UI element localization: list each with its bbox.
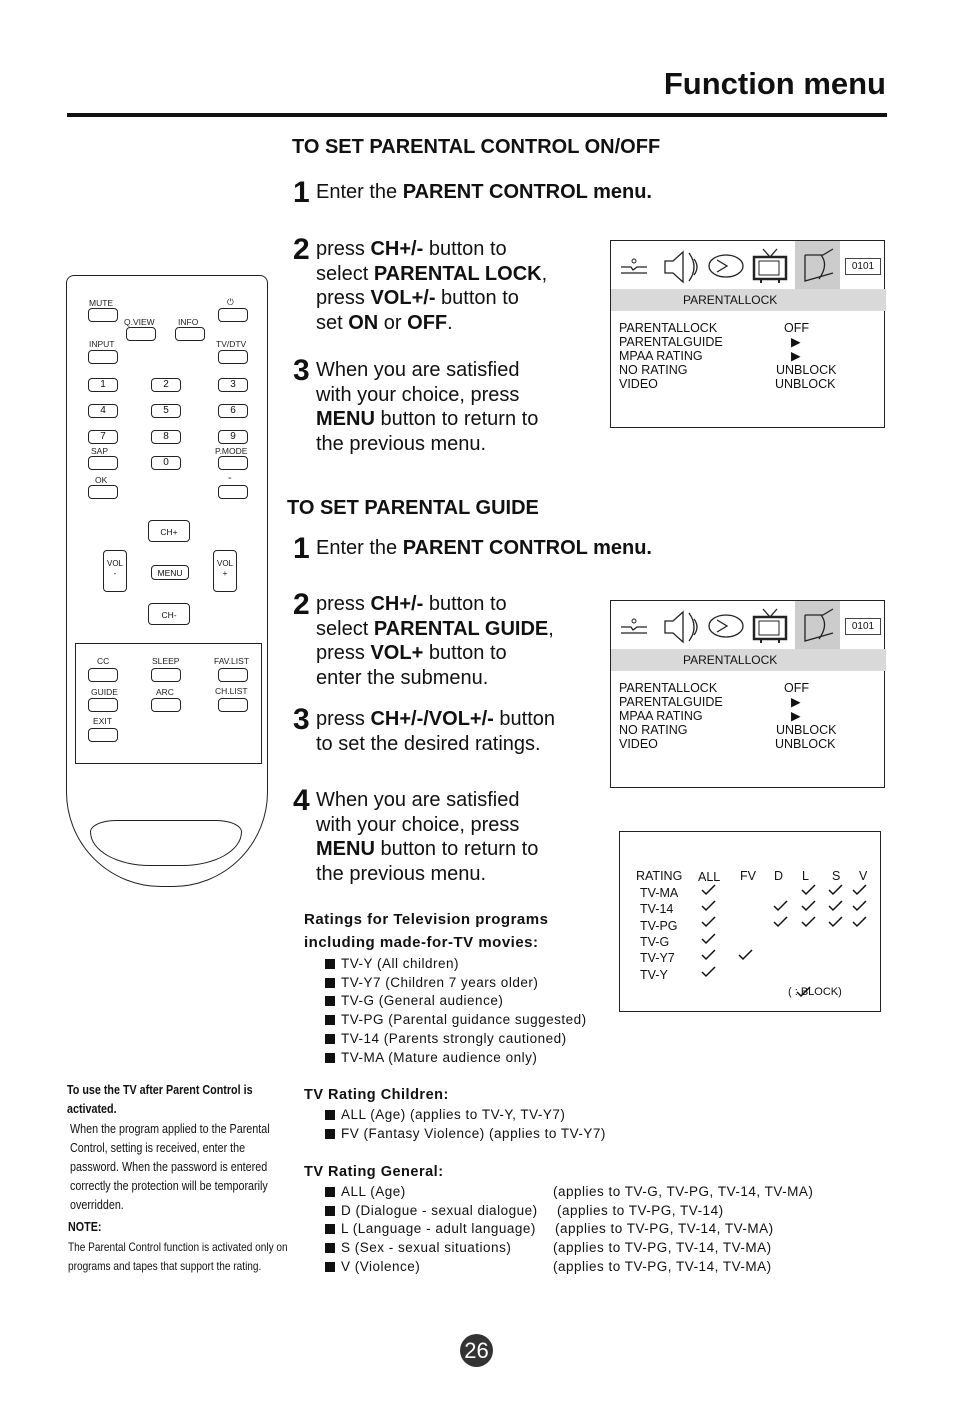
list-item-text: FV (Fantasy Violence) (applies to TV-Y7) [341,1125,606,1141]
check-icon [700,884,718,896]
menu-row [619,377,859,391]
grid-legend: ( : BLOCK) [788,986,842,998]
s1-step3-text: When you are satisfied with your choice, press MENU button to return to the previous menu. [316,359,539,455]
list-item [325,1049,587,1068]
power-button[interactable] [218,308,248,322]
check-icon [851,884,869,896]
parent-control-note-heading: To use the TV after Parent Control is activated. [67,1083,253,1116]
s2-step3-number: 3 [293,703,310,736]
ch-down-button[interactable]: CH- [148,603,190,625]
grid-col-d: D [774,869,784,883]
highlight-bar [611,289,886,311]
grid-col-all: ALL [698,870,721,884]
parental-lock-icon [799,247,837,285]
vol-down-button[interactable]: VOL - [103,550,127,592]
bullet-icon [325,1262,335,1272]
sound-icon [661,249,705,285]
s1-step2-text: press CH+/- button to select PARENTAL LOCK, press VOL+/- button to set ON or OFF. [316,238,548,334]
row-label: MPAA RATING [619,709,703,723]
s2-step4-text: When you are satisfied with your choice, press MENU button to return to the previous menu. [316,789,539,885]
remote-label-sleep: SLEEP [152,656,180,666]
children-list [325,1106,606,1143]
check-icon [800,916,818,928]
list-item-text: S (Sex - sexual situations) [341,1240,512,1256]
list-item-applies: (applies to TV-G, TV-PG, TV-14, TV-MA) [553,1184,814,1199]
bullet-icon [325,1110,335,1120]
list-item-text: ALL (Age) (applies to TV-Y, TV-Y7) [341,1107,566,1122]
guide-button[interactable] [88,698,118,712]
check-icon [700,933,718,945]
grid-col-fv: FV [740,869,756,883]
remote-label-arc: ARC [156,687,174,697]
s2-step2-number: 2 [293,588,310,621]
list-item [325,1106,606,1125]
check-icon [700,949,718,961]
bullet-icon [325,1243,335,1253]
note-label: NOTE: [68,1220,102,1234]
ch-up-button[interactable]: CH+ [148,520,190,542]
s2-step2-text: press CH+/- button to select PARENTAL GUIDE, press VOL+ button to enter the submenu. [316,593,554,689]
bullet-icon [325,1206,335,1216]
row-label: VIDEO [619,737,658,751]
list-item-applies: (applies to TV-PG, TV-14) [557,1202,724,1218]
grid-row-tvy7: TV-Y7 [640,951,675,965]
menu-row [619,321,859,335]
menu-button[interactable]: MENU [151,565,189,580]
check-icon [851,900,869,912]
list-item-applies: (applies to TV-PG, TV-14, TV-MA) [555,1221,774,1237]
menu-row [619,709,859,723]
row-label: PARENTALLOCK [619,681,718,695]
info-button[interactable] [175,327,205,341]
row-label: PARENTALGUIDE [619,695,723,709]
check-icon [800,900,818,912]
check-icon [772,916,790,928]
menu-row [619,363,859,377]
row-value: UNBLOCK [775,737,836,751]
list-item [325,1125,606,1144]
remote-label-sap: SAP [91,446,109,456]
grid-col-v: V [859,869,868,883]
row-value: ▶ [791,349,801,363]
bullet-icon [325,1015,335,1025]
sap-button[interactable] [88,456,118,470]
row-value: OFF [784,321,809,335]
section2-heading: TO SET PARENTAL GUIDE [287,497,539,519]
bullet-icon [325,959,335,969]
ok-button[interactable] [88,485,118,499]
list-item [325,1220,845,1239]
row-label: NO RATING [619,723,688,737]
list-item [325,1011,587,1030]
row-value: UNBLOCK [776,723,837,737]
grid-col-s: S [832,869,841,883]
list-item-applies: (applies to TV-PG, TV-14, TV-MA) [553,1240,772,1256]
row-value: ▶ [791,335,801,349]
check-icon [795,986,813,998]
check-icon [737,949,755,961]
remote-label-chlist: CH.LIST [215,686,248,696]
highlight-label: PARENTALLOCK [683,293,778,307]
digit-0-button[interactable]: 0 [151,456,181,470]
check-icon [700,916,718,928]
favlist-button[interactable] [218,668,248,682]
bullet-icon [325,1187,335,1197]
s1-step3-number: 3 [293,354,310,387]
digit-5-button[interactable]: 5 [151,404,181,418]
remote-control [66,275,268,887]
s2-step4-number: 4 [293,784,310,817]
digit-9-button[interactable]: 9 [218,430,248,444]
remote-label-guide: GUIDE [91,687,118,697]
row-value: ▶ [791,709,801,723]
general-list [325,1183,845,1277]
qview-button[interactable] [126,327,156,341]
digit-2-button[interactable]: 2 [151,378,181,392]
list-item-text: D (Dialogue - sexual dialogue) [341,1202,538,1218]
bullet-icon [325,1034,335,1044]
menu-row [619,723,859,737]
s1-step1-number: 1 [293,176,310,209]
list-item-text: ALL (Age) [341,1184,406,1199]
check-icon [827,916,845,928]
s2-step1-number: 1 [293,532,310,565]
check-icon [851,916,869,928]
digit-6-button[interactable]: 6 [218,404,248,418]
input-button[interactable] [88,350,118,364]
power-icon: ⏻ [227,297,234,307]
cc-button[interactable] [88,668,118,682]
exit-button[interactable] [88,728,118,742]
list-item-text: TV-Y (All children) [341,956,460,971]
page-number: 26 [460,1334,493,1367]
menu-rows [619,681,859,751]
list-item-text: TV-14 (Parents strongly cautioned) [341,1030,567,1046]
row-label: VIDEO [619,377,658,391]
row-value: ▶ [791,695,801,709]
digit-8-button[interactable]: 8 [151,430,181,444]
bullet-icon [325,1129,335,1139]
vol-up-button[interactable]: VOL + [213,550,237,592]
digit-3-button[interactable]: 3 [218,378,248,392]
list-item-text: TV-MA (Mature audience only) [341,1049,538,1065]
grid-row-tvy: TV-Y [640,968,668,982]
tv-setup-icon [751,247,789,285]
menu-row [619,737,859,751]
check-icon [772,900,790,912]
bullet-icon [325,978,335,988]
password-code: 0101 [845,258,881,275]
s2-step3-text: press CH+/-/VOL+/- button to set the desired ratings. [316,708,555,755]
row-label: PARENTALLOCK [619,321,718,335]
check-icon [827,900,845,912]
menu-row [619,349,859,363]
list-item [325,955,587,974]
parental-lock-icon [799,607,837,645]
grid-col-rating: RATING [636,869,683,883]
remote-label-info: INFO [178,317,199,327]
bullet-icon [325,1053,335,1063]
digit-4-button[interactable]: 4 [88,404,118,418]
parental-lock-menu-screen-2 [610,600,885,788]
general-heading: TV Rating General: [304,1164,444,1180]
grid-col-l: L [802,869,809,883]
remote-label-cc: CC [97,656,110,666]
remote-label-pmode: P.MODE [215,446,248,456]
grid-row-tvma: TV-MA [640,886,679,900]
row-value: UNBLOCK [775,377,836,391]
row-label: NO RATING [619,363,688,377]
list-item-text: L (Language - adult language) [341,1221,536,1237]
grid-row-tvg: TV-G [640,935,670,949]
remote-label-input: INPUT [89,339,115,349]
section1-heading: TO SET PARENTAL CONTROL ON/OFF [292,136,661,158]
s1-step2-number: 2 [293,233,310,266]
check-icon [700,966,718,978]
list-item [325,1030,587,1049]
remote-label-tvdtv: TV/DTV [216,339,247,349]
chlist-button[interactable] [218,698,248,712]
password-code: 0101 [845,618,881,635]
parental-lock-menu-screen-1 [610,240,885,428]
row-value: UNBLOCK [776,363,837,377]
ratings-heading-1: Ratings for Television programs [304,911,549,928]
parent-control-note-body: When the program applied to the Parental Control, setting is received, enter the password. When the password is entered correctly the protection will be temporarily overridden. [70,1122,270,1212]
s2-step1-text: Enter the PARENT CONTROL menu. [316,537,652,559]
list-item-applies: (applies to TV-PG, TV-14, TV-MA) [553,1258,772,1274]
highlight-bar [611,649,886,671]
tv-setup-icon [751,607,789,645]
tvdtv-button[interactable] [218,350,248,364]
remote-label-favlist: FAV.LIST [214,656,249,666]
page-title: Function menu [663,66,886,101]
row-value: OFF [784,681,809,695]
check-icon [827,884,845,896]
timer-icon [707,613,745,639]
note-body: The Parental Control function is activated only on programs and tapes that support the rating. [68,1240,288,1273]
ratings-list [325,955,587,1067]
check-icon [800,884,818,896]
row-label: MPAA RATING [619,349,703,363]
list-item [325,1258,845,1277]
picture-icon [619,253,649,277]
list-item [325,1183,845,1202]
list-item [325,1239,845,1258]
digit-1-button[interactable]: 1 [88,378,118,392]
menu-row [619,695,859,709]
row-label: PARENTALGUIDE [619,335,723,349]
rating-grid [619,831,881,1012]
sleep-button[interactable] [151,668,181,682]
remote-label-qview: Q.VIEW [124,317,155,327]
picture-icon [619,613,649,637]
children-heading: TV Rating Children: [304,1087,449,1103]
bullet-icon [325,996,335,1006]
mute-button[interactable] [88,308,118,322]
remote-label-ok: OK [95,475,108,485]
list-item-text: TV-Y7 (Children 7 years older) [341,974,539,990]
sound-icon [661,609,705,645]
list-item [325,992,587,1011]
menu-row [619,335,859,349]
pmode-button[interactable] [218,456,248,470]
list-item-text: TV-PG (Parental guidance suggested) [341,1012,587,1028]
bullet-icon [325,1224,335,1234]
remote-label-dash: - [228,472,232,484]
s1-step1-text: Enter the PARENT CONTROL menu. [316,181,652,203]
timer-icon [707,253,745,279]
remote-label-exit: EXIT [93,716,112,726]
menu-row [619,681,859,695]
highlight-label: PARENTALLOCK [683,653,778,667]
digit-7-button[interactable]: 7 [88,430,118,444]
grid-row-tvpg: TV-PG [640,919,678,933]
dash-button[interactable] [218,485,248,499]
ratings-heading-2: including made-for-TV movies: [304,934,539,951]
list-item [325,974,587,993]
list-item-text: V (Violence) [341,1258,421,1274]
list-item [325,1202,845,1221]
title-divider [67,113,887,117]
menu-rows [619,321,859,391]
arc-button[interactable] [151,698,181,712]
remote-label-mute: MUTE [89,298,114,308]
check-icon [700,900,718,912]
grid-row-tv14: TV-14 [640,902,674,916]
list-item-text: TV-G (General audience) [341,993,504,1009]
